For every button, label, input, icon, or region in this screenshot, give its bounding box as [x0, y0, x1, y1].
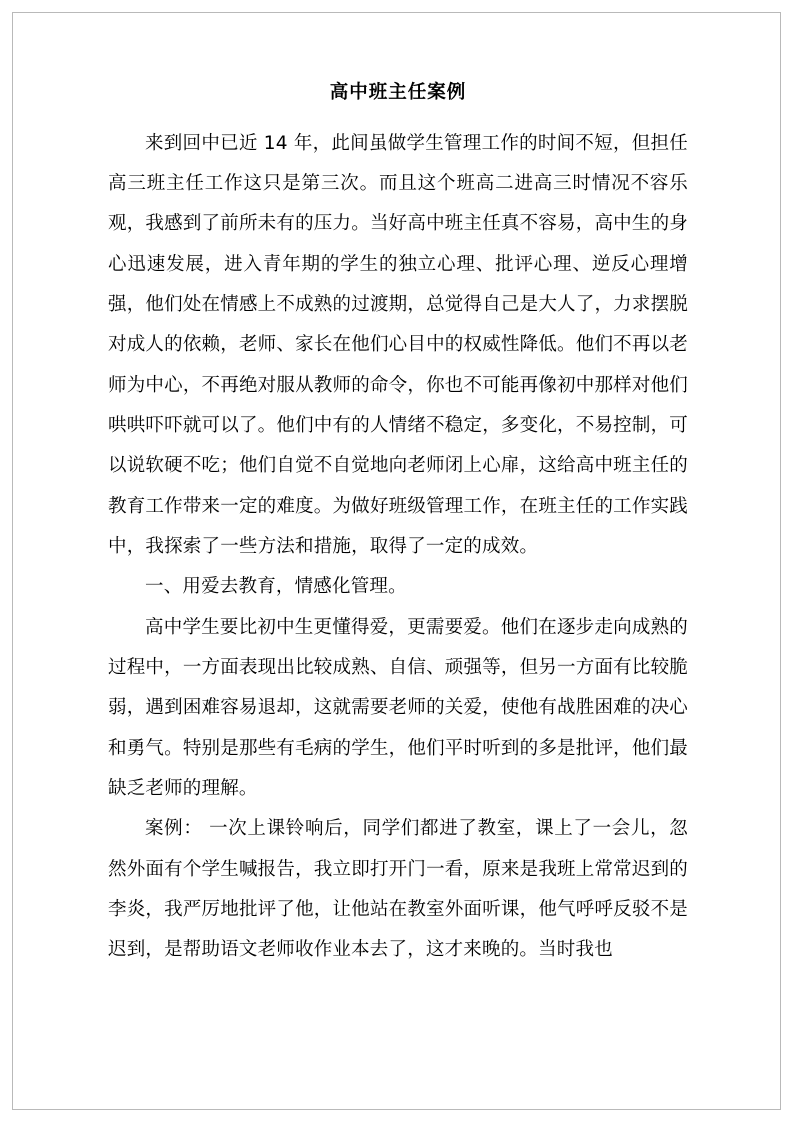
paragraph: 高中学生要比初中生更懂得爱，更需要爱。他们在逐步走向成熟的过程中，一方面表现出比较成熟、自信、顽强等，但另一方面有比较脆弱，遇到困难容易退却，这就需要老师的关爱，使他有战胜困难的决心和勇气。特别是那些有毛病的学生，他们平时听到的多是批评，他们最缺乏老师的理解。	[108, 616, 688, 799]
page-title: 高中班主任案例	[329, 82, 467, 103]
paragraph: 案例： 一次上课铃响后，同学们都进了教室，课上了一会儿，忽然外面有个学生喊报告，我立即打开门一看，原来是我班上常常迟到的李炎，我严厉地批评了他，让他站在教室外面听课，他气呼呼反驳不是迟到，是帮助语文老师收作业本去了，这才来晚的。当时我也	[108, 818, 688, 961]
document-content	[108, 78, 688, 970]
paragraph: 来到回中已近 14 年，此间虽做学生管理工作的时间不短，但担任高三班主任工作这只是第三次。而且这个班高二进高三时情况不容乐观，我感到了前所未有的压力。当好高中班主任真不容易，高中生的身心迅速发展，进入青年期的学生的独立心理、批评心理、逆反心理增强，他们处在情感上不成熟的过渡期，总觉得自己是大人了，力求摆脱对成人的依赖，老师、家长在他们心目中的权威性降低。他们不再以老师为中心，不再绝对服从教师的命令，你也不可能再像初中那样对他们哄哄吓吓就可以了。他们中有的人情绪不稳定，多变化，不易控制，可以说软硬不吃；他们自觉不自觉地向老师闭上心扉，这给高中班主任的教育工作带来一定的难度。为做好班级管理工作，在班主任的工作实践中，我探索了一些方法和措施，取得了一定的成效。	[108, 132, 688, 557]
paragraph: 一、用爱去教育，情感化管理。	[145, 576, 407, 598]
